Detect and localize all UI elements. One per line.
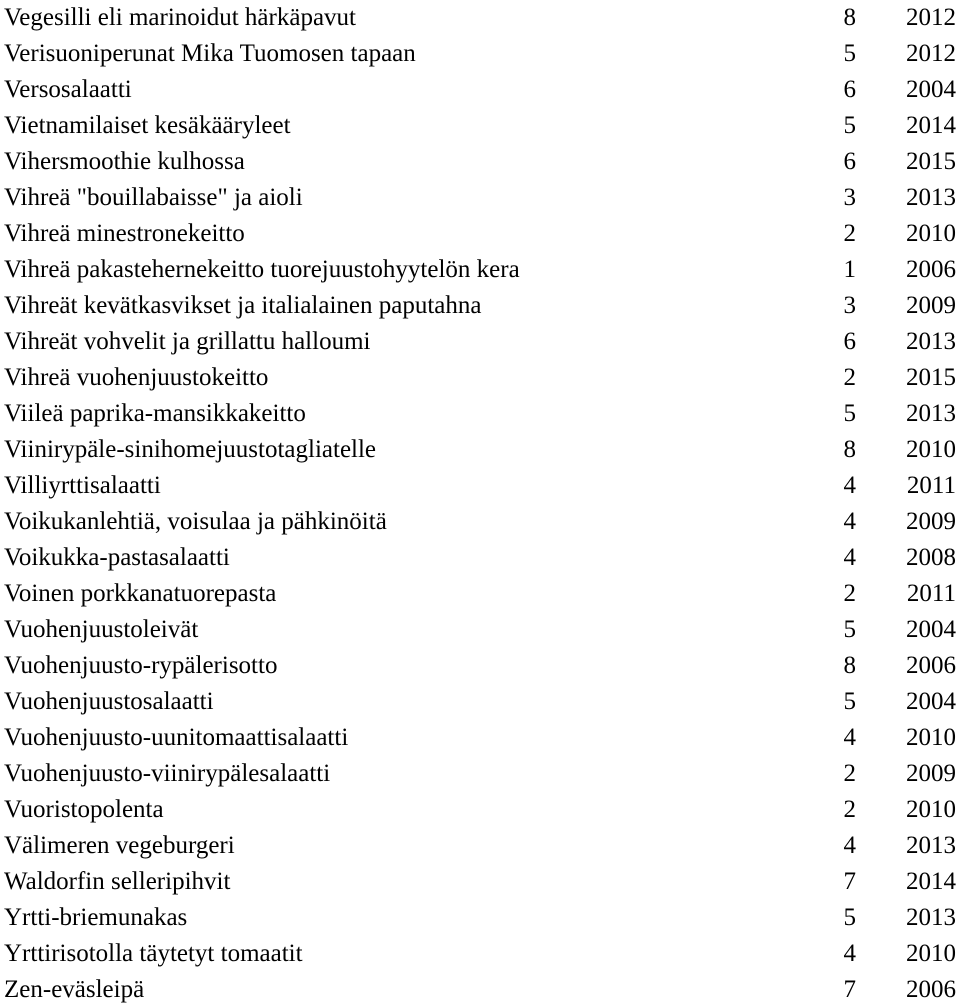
recipe-year: 2010 xyxy=(906,724,956,751)
list-item xyxy=(0,684,960,720)
list-item xyxy=(0,252,960,288)
recipe-name: Vihreä minestronekeitto xyxy=(4,220,245,247)
recipe-year: 2004 xyxy=(906,616,956,643)
recipe-year: 2011 xyxy=(906,580,956,607)
recipe-year: 2015 xyxy=(906,364,956,391)
recipe-name: Zen-eväsleipä xyxy=(4,976,145,1003)
recipe-name: Vuohenjuusto-viinirypälesalaatti xyxy=(4,760,331,787)
recipe-name: Villiyrttisalaatti xyxy=(4,472,161,499)
recipe-number: 2 xyxy=(843,760,856,787)
recipe-year: 2004 xyxy=(906,688,956,715)
list-item xyxy=(0,540,960,576)
recipe-number: 2 xyxy=(843,580,856,607)
recipe-year: 2012 xyxy=(906,40,956,67)
recipe-name: Vihreät kevätkasvikset ja italialainen paputahna xyxy=(4,292,482,319)
recipe-year: 2013 xyxy=(906,904,956,931)
recipe-name: Vihreät vohvelit ja grillattu halloumi xyxy=(4,328,371,355)
recipe-name: Vuohenjuustoleivät xyxy=(4,616,199,643)
recipe-name: Verisuoniperunat Mika Tuomosen tapaan xyxy=(4,40,416,67)
recipe-number: 4 xyxy=(843,940,856,967)
recipe-year: 2014 xyxy=(906,868,956,895)
recipe-year: 2010 xyxy=(906,796,956,823)
recipe-number: 3 xyxy=(843,184,856,211)
recipe-name: Vihreä pakastehernekeitto tuorejuustohyytelön kera xyxy=(4,256,520,283)
list-item xyxy=(0,864,960,900)
list-item xyxy=(0,72,960,108)
recipe-name: Vihreä "bouillabaisse" ja aioli xyxy=(4,184,303,211)
recipe-year: 2009 xyxy=(906,760,956,787)
recipe-year: 2013 xyxy=(906,400,956,427)
list-item xyxy=(0,108,960,144)
recipe-year: 2014 xyxy=(906,112,956,139)
recipe-year: 2013 xyxy=(906,328,956,355)
list-item xyxy=(0,828,960,864)
list-item xyxy=(0,360,960,396)
recipe-year: 2009 xyxy=(906,508,956,535)
list-item xyxy=(0,504,960,540)
recipe-year: 2006 xyxy=(906,976,956,1003)
recipe-name: Viileä paprika-mansikkakeitto xyxy=(4,400,306,427)
recipe-name: Voinen porkkanatuorepasta xyxy=(4,580,277,607)
recipe-name: Vuohenjuustosalaatti xyxy=(4,688,214,715)
recipe-name: Välimeren vegeburgeri xyxy=(4,832,235,859)
recipe-year: 2006 xyxy=(906,652,956,679)
recipe-year: 2013 xyxy=(906,832,956,859)
recipe-name: Vuohenjuusto-rypälerisotto xyxy=(4,652,278,679)
recipe-number: 8 xyxy=(843,436,856,463)
list-item xyxy=(0,468,960,504)
recipe-number: 6 xyxy=(843,328,856,355)
recipe-name: Vihreä vuohenjuustokeitto xyxy=(4,364,269,391)
list-item xyxy=(0,972,960,1008)
recipe-number: 5 xyxy=(843,40,856,67)
recipe-number: 5 xyxy=(843,688,856,715)
recipe-number: 5 xyxy=(843,400,856,427)
recipe-number: 1 xyxy=(843,256,856,283)
recipe-number: 2 xyxy=(843,364,856,391)
recipe-number: 7 xyxy=(843,868,856,895)
list-item xyxy=(0,648,960,684)
list-item xyxy=(0,900,960,936)
recipe-year: 2004 xyxy=(906,76,956,103)
recipe-number: 5 xyxy=(843,616,856,643)
list-item xyxy=(0,432,960,468)
recipe-year: 2010 xyxy=(906,940,956,967)
recipe-number: 2 xyxy=(843,796,856,823)
recipe-name: Waldorfin selleripihvit xyxy=(4,868,231,895)
recipe-number: 5 xyxy=(843,904,856,931)
recipe-number: 8 xyxy=(843,4,856,31)
list-item xyxy=(0,180,960,216)
recipe-year: 2010 xyxy=(906,220,956,247)
recipe-number: 4 xyxy=(843,544,856,571)
list-item xyxy=(0,792,960,828)
recipe-year: 2012 xyxy=(906,4,956,31)
recipe-number: 6 xyxy=(843,148,856,175)
list-item xyxy=(0,756,960,792)
recipe-number: 8 xyxy=(843,652,856,679)
recipe-name: Voikukka-pastasalaatti xyxy=(4,544,230,571)
recipe-number: 7 xyxy=(843,976,856,1003)
recipe-name: Yrtti-briemunakas xyxy=(4,904,188,931)
list-item xyxy=(0,144,960,180)
list-item xyxy=(0,936,960,972)
recipe-number: 4 xyxy=(843,724,856,751)
recipe-name: Vegesilli eli marinoidut härkäpavut xyxy=(4,4,356,31)
list-item xyxy=(0,36,960,72)
recipe-number: 3 xyxy=(843,292,856,319)
recipe-year: 2009 xyxy=(906,292,956,319)
recipe-number: 5 xyxy=(843,112,856,139)
recipe-name: Vietnamilaiset kesäkääryleet xyxy=(4,112,291,139)
recipe-number: 4 xyxy=(843,832,856,859)
recipe-name: Versosalaatti xyxy=(4,76,132,103)
recipe-name: Vuohenjuusto-uunitomaattisalaatti xyxy=(4,724,349,751)
list-item xyxy=(0,0,960,36)
recipe-name: Viinirypäle-sinihomejuustotagliatelle xyxy=(4,436,377,463)
recipe-number: 6 xyxy=(843,76,856,103)
recipe-number: 2 xyxy=(843,220,856,247)
list-item xyxy=(0,324,960,360)
recipe-name: Yrttirisotolla täytetyt tomaatit xyxy=(4,940,303,967)
list-item xyxy=(0,576,960,612)
list-item xyxy=(0,612,960,648)
recipe-name: Vihersmoothie kulhossa xyxy=(4,148,245,175)
recipe-year: 2013 xyxy=(906,184,956,211)
recipe-year: 2010 xyxy=(906,436,956,463)
recipe-number: 4 xyxy=(843,508,856,535)
recipe-year: 2006 xyxy=(906,256,956,283)
recipe-year: 2015 xyxy=(906,148,956,175)
recipe-name: Vuoristopolenta xyxy=(4,796,164,823)
recipe-number: 4 xyxy=(843,472,856,499)
list-item xyxy=(0,216,960,252)
recipe-year: 2011 xyxy=(906,472,956,499)
recipe-year: 2008 xyxy=(906,544,956,571)
list-item xyxy=(0,288,960,324)
list-item xyxy=(0,396,960,432)
recipe-name: Voikukanlehtiä, voisulaa ja pähkinöitä xyxy=(4,508,387,535)
list-item xyxy=(0,720,960,756)
